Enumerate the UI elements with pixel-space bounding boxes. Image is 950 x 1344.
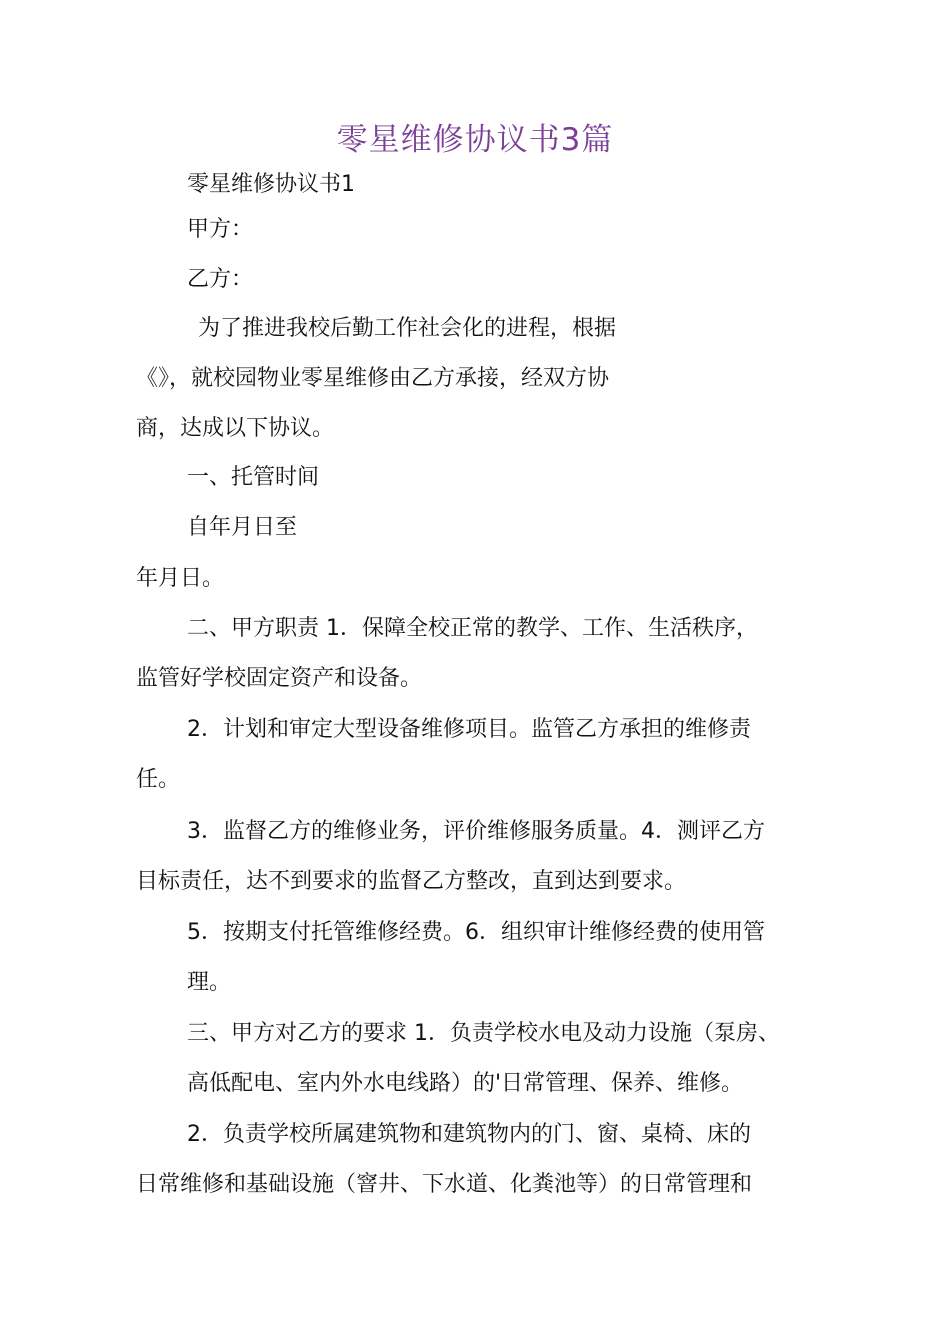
paragraph-line: 监管好学校固定资产和设备。 bbox=[136, 666, 423, 691]
paragraph-line: 自年月日至 bbox=[187, 515, 298, 540]
paragraph-line: 3．监督乙方的维修业务，评价维修服务质量。4．测评乙方 bbox=[187, 819, 765, 844]
paragraph-line: 2．负责学校所属建筑物和建筑物内的门、窗、桌椅、床的 bbox=[187, 1122, 751, 1147]
paragraph-line: 目标责任，达不到要求的监督乙方整改，直到达到要求。 bbox=[136, 869, 687, 894]
paragraph-line: 年月日。 bbox=[136, 566, 225, 591]
paragraph-line: 二、甲方职责 1．保障全校正常的教学、工作、生活秩序， bbox=[187, 616, 758, 641]
paragraph-line: 理。 bbox=[187, 970, 232, 995]
paragraph-line: 商，达成以下协议。 bbox=[136, 416, 335, 441]
subtitle-line: 零星维修协议书1 bbox=[187, 172, 355, 197]
paragraph-line: 5．按期支付托管维修经费。6．组织审计维修经费的使用管 bbox=[187, 920, 765, 945]
paragraph-line: 《》，就校园物业零星维修由乙方承接，经双方协 bbox=[136, 366, 610, 391]
party-a-line: 甲方： bbox=[187, 217, 254, 242]
paragraph-line: 任。 bbox=[136, 767, 181, 792]
document-title: 零星维修协议书3篇 bbox=[336, 122, 614, 158]
paragraph-line: 高低配电、室内外水电线路）的'日常管理、保养、维修。 bbox=[187, 1071, 744, 1096]
section-heading: 一、托管时间 bbox=[187, 465, 320, 490]
party-b-line: 乙方： bbox=[187, 267, 254, 292]
paragraph-line: 2．计划和审定大型设备维修项目。监管乙方承担的维修责 bbox=[187, 717, 751, 742]
paragraph-line: 为了推进我校后勤工作社会化的进程，根据 bbox=[198, 316, 617, 341]
paragraph-line: 三、甲方对乙方的要求 1．负责学校水电及动力设施（泵房、 bbox=[187, 1021, 780, 1046]
paragraph-line: 日常维修和基础设施（窨井、下水道、化粪池等）的日常管理和 bbox=[136, 1172, 753, 1197]
